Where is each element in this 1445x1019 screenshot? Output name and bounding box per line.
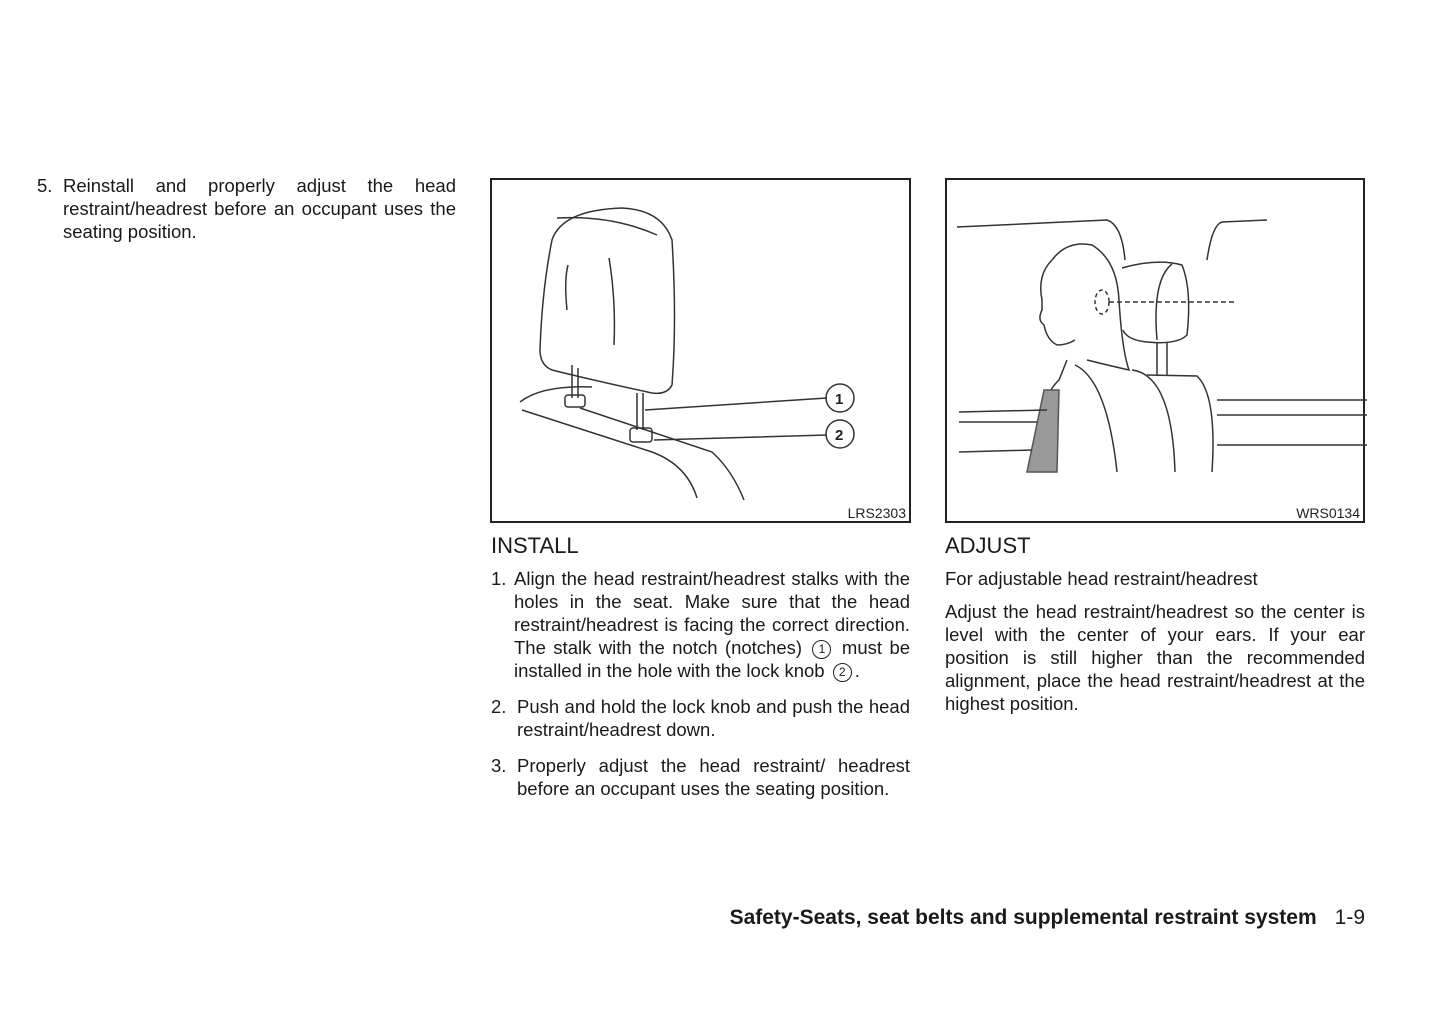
page-footer bbox=[730, 906, 1365, 930]
adjust-subtitle: For adjustable head restraint/headrest bbox=[945, 568, 1258, 589]
figure-code: LRS2303 bbox=[847, 505, 906, 521]
left-column bbox=[37, 174, 456, 256]
item-text: Reinstall and properly adjust the head restraint/headrest before an occupant uses the seating position. bbox=[63, 175, 456, 242]
headrest-install-illustration bbox=[492, 180, 913, 525]
install-steps bbox=[491, 567, 910, 813]
install-figure bbox=[490, 178, 911, 523]
list-item bbox=[491, 754, 910, 800]
install-heading: INSTALL bbox=[491, 533, 579, 558]
headrest-adjust-illustration bbox=[947, 180, 1367, 525]
callout-1-label: 1 bbox=[835, 391, 844, 408]
adjust-text bbox=[945, 567, 1365, 725]
list-item bbox=[491, 695, 910, 741]
figure-code: WRS0134 bbox=[1296, 505, 1360, 521]
page-number: 1-9 bbox=[1334, 906, 1365, 929]
adjust-body: Adjust the head restraint/headrest so the center is level with the center of your ears. If your ear position is still higher than the recommended alignment, place the head restraint/headrest at the highest position. bbox=[945, 601, 1365, 714]
item-text: Align the head restraint/headrest stalks with the holes in the seat. Make sure that the head restraint/headrest is facing the correct direction. The stalk with the notch (notches) bbox=[514, 568, 910, 658]
item-text: Properly adjust the head restraint/ headrest before an occupant uses the seating position. bbox=[517, 755, 910, 799]
callout-2-marker: 2 bbox=[833, 663, 852, 682]
item-text: Push and hold the lock knob and push the head restraint/headrest down. bbox=[517, 696, 910, 740]
item-text: must be installed in the hole with the lock knob bbox=[514, 637, 911, 681]
item-number: 1. bbox=[491, 568, 507, 589]
adjust-figure bbox=[945, 178, 1365, 523]
section-title: Safety-Seats, seat belts and supplemental restraint system bbox=[729, 906, 1317, 929]
item-number: 2. bbox=[491, 696, 507, 717]
callout-1-marker: 1 bbox=[812, 640, 831, 659]
item-number: 5. bbox=[37, 175, 53, 196]
list-item bbox=[37, 174, 456, 243]
item-number: 3. bbox=[491, 755, 507, 776]
item-text: . bbox=[854, 660, 860, 681]
list-item bbox=[491, 567, 910, 682]
callout-2-label: 2 bbox=[835, 427, 844, 444]
adjust-heading: ADJUST bbox=[945, 533, 1031, 558]
